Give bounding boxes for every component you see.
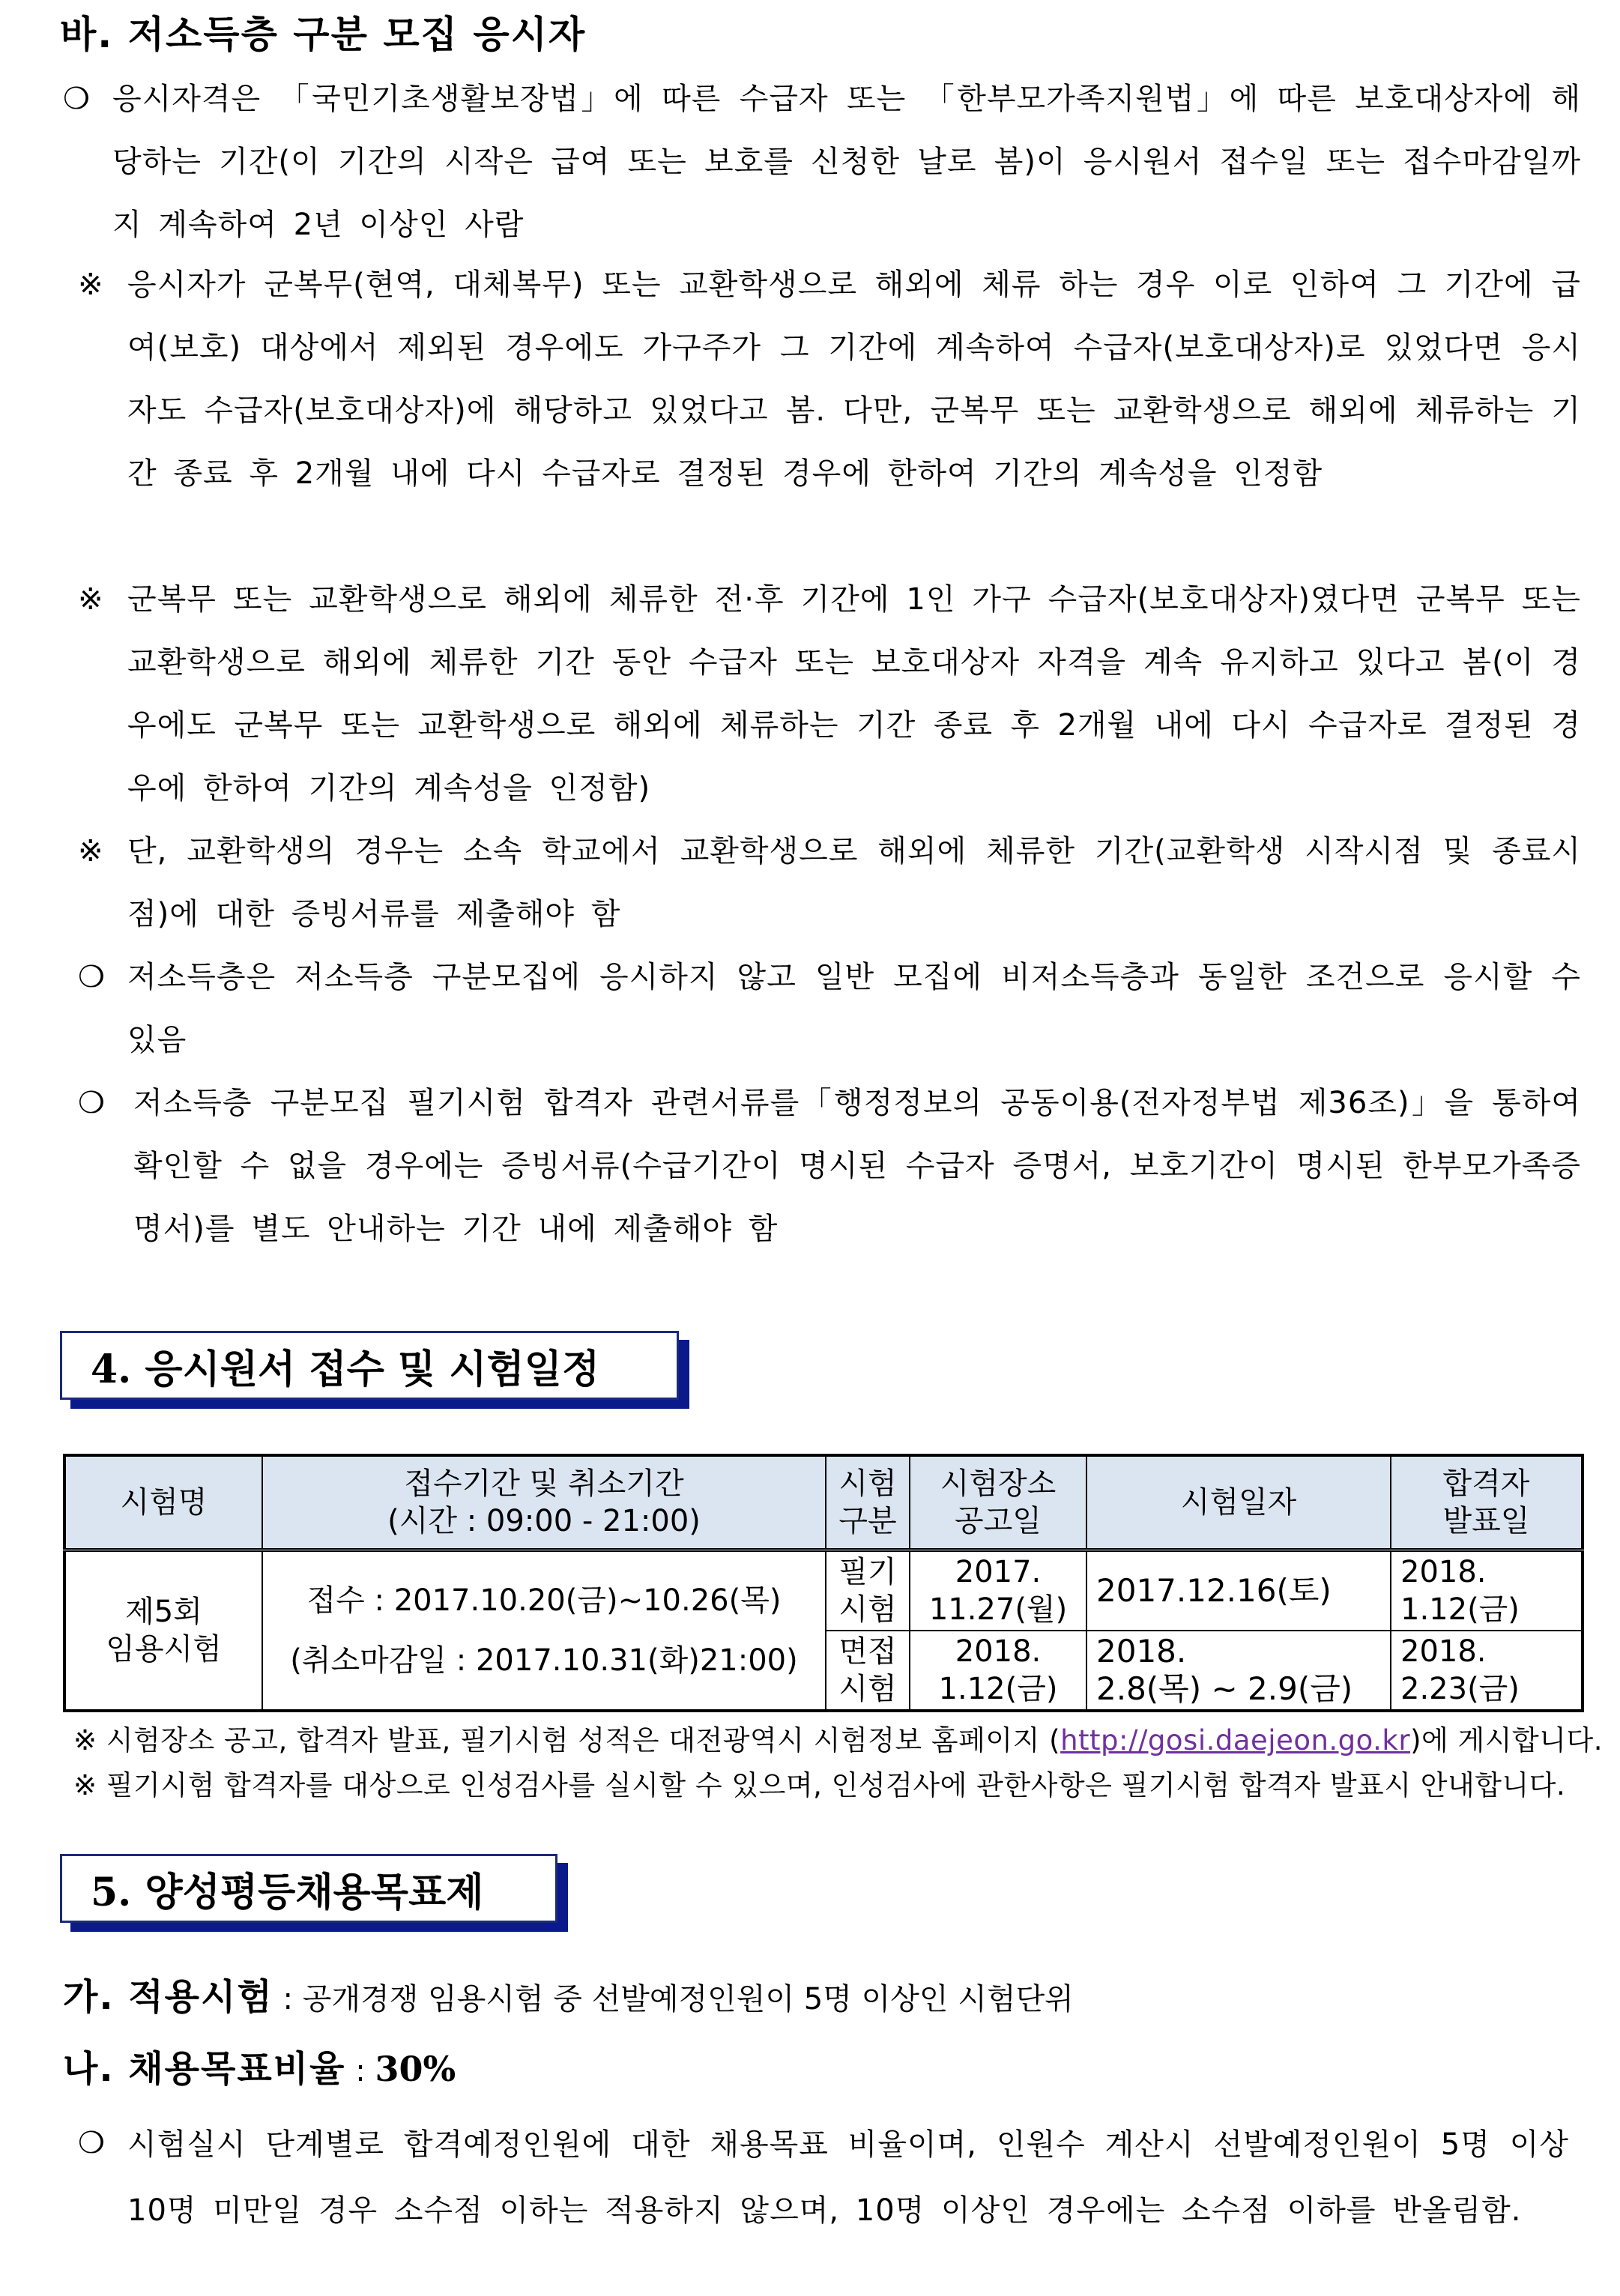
- gosi-homepage-link[interactable]: http://gosi.daejeon.go.kr: [1060, 1724, 1411, 1756]
- subsection-na: 나. 채용목표비율 : 30%: [63, 2048, 456, 2090]
- list-item: [63, 67, 1581, 256]
- exam-date-cell: 2018. 2.8(목) ~ 2.9(금): [1086, 1631, 1391, 1711]
- header-exam-date: 시험일자: [1086, 1455, 1391, 1550]
- subsection-ga: 가. 적용시험 : 공개경쟁 임용시험 중 선발예정인원이 5명 이상인 시험단위: [63, 1976, 1074, 2018]
- venue-date-cell: 2017. 11.27(월): [910, 1550, 1086, 1631]
- result-date-cell: 2018. 1.12(금): [1391, 1550, 1583, 1631]
- section-heading: 바. 저소득층 구분 모집 응시자: [60, 13, 587, 56]
- exam-name-cell: 제5회 임용시험: [64, 1550, 262, 1712]
- reference-mark-icon: ※: [78, 582, 103, 617]
- section-4-title: 4. 응시원서 접수 및 시험일정: [60, 1331, 679, 1400]
- item-text: 단, 교환학생의 경우는 소속 학교에서 교환학생으로 해외에 체류한 기간(교환학생 시작시점 및 종료시점)에 대한 증빙서류를 제출해야 함: [127, 834, 1581, 931]
- circle-bullet-icon: ❍: [78, 960, 105, 994]
- item-text: 응시자가 군복무(현역, 대체복무) 또는 교환학생으로 해외에 체류 하는 경우 이로 인하여 그 기간에 급여(보호) 대상에서 제외된 경우에도 가구주가 그 기간에 계속하여 수급자(보호대상자)로 있었다면 응시자도 수급자(보호대상자)에 해당하고 있었다고 봄. 다만, 군복무 또는 교환학생으로 해외에 체류하는 기간 종료 후 2개월 내에 다시 수급자로 결정된 경우에 한하여 기간의 계속성을 인정함: [127, 268, 1581, 491]
- list-item: [78, 2112, 1569, 2244]
- header-period: 접수기간 및 취소기간 (시간 : 09:00 - 21:00): [262, 1455, 826, 1550]
- header-result-date: 합격자 발표일: [1391, 1455, 1583, 1550]
- period-cell: 접수 : 2017.10.20(금)~10.26(목) (취소마감일 : 2017.10.31(화)21:00): [262, 1550, 826, 1712]
- exam-date-cell: 2017.12.16(토): [1086, 1550, 1391, 1631]
- table-note: ※ 필기시험 합격자를 대상으로 인성검사를 실시할 수 있으며, 인성검사에 관한사항은 필기시험 합격자 발표시 안내합니다.: [73, 1769, 1566, 1801]
- item-text: 시험실시 단계별로 합격예정인원에 대한 채용목표 비율이며, 인원수 계산시 선발예정인원이 5명 이상 10명 미만일 경우 소수점 이하는 적용하지 않으며, 10명 이상인 경우에는 소수점 이하를 반올림함.: [127, 2127, 1569, 2228]
- item-text: 저소득층 구분모집 필기시험 합격자 관련서류를「행정정보의 공동이용(전자정부법 제36조)」을 통하여 확인할 수 없을 경우에는 증빙서류(수급기간이 명시된 수급자 증명서, 보호기간이 명시된 한부모가족증명서)를 별도 안내하는 기간 내에 제출해야 함: [133, 1086, 1581, 1246]
- section-5-title: 5. 양성평등채용목표제: [60, 1854, 557, 1923]
- list-item: [78, 820, 1581, 946]
- header-exam-name: 시험명: [64, 1455, 262, 1550]
- table-header-row: [64, 1455, 1583, 1550]
- item-text: 응시자격은 「국민기초생활보장법」에 따른 수급자 또는 「한부모가족지원법」에 따른 보호대상자에 해당하는 기간(이 기간의 시작은 급여 또는 보호를 신청한 날로 봄)이 응시원서 접수일 또는 접수마감일까지 계속하여 2년 이상인 사람: [112, 82, 1581, 242]
- exam-schedule-table: [63, 1454, 1584, 1712]
- item-text: 저소득층은 저소득층 구분모집에 응시하지 않고 일반 모집에 비저소득층과 동일한 조건으로 응시할 수 있음: [127, 960, 1581, 1057]
- list-item: [78, 253, 1581, 505]
- exam-type-cell: 면접 시험: [826, 1631, 910, 1711]
- list-item: [78, 568, 1581, 820]
- reference-mark-icon: ※: [78, 834, 103, 868]
- circle-bullet-icon: ❍: [63, 82, 90, 116]
- result-date-cell: 2018. 2.23(금): [1391, 1631, 1583, 1711]
- item-text: 군복무 또는 교환학생으로 해외에 체류한 전·후 기간에 1인 가구 수급자(보호대상자)였다면 군복무 또는 교환학생으로 해외에 체류한 기간 동안 수급자 또는 보호대상자 자격을 계속 유지하고 있다고 봄(이 경우에도 군복무 또는 교환학생으로 해외에 체류하는 기간 종료 후 2개월 내에 다시 수급자로 결정된 경우에 한하여 기간의 계속성을 인정함): [127, 582, 1581, 806]
- table-row: [64, 1550, 1583, 1631]
- circle-bullet-icon: ❍: [78, 2126, 105, 2160]
- list-item: [78, 946, 1581, 1072]
- header-exam-type: 시험 구분: [826, 1455, 910, 1550]
- list-item: [78, 1072, 1581, 1260]
- venue-date-cell: 2018. 1.12(금): [910, 1631, 1086, 1711]
- exam-type-cell: 필기 시험: [826, 1550, 910, 1631]
- circle-bullet-icon: ❍: [78, 1086, 105, 1120]
- header-venue-date: 시험장소 공고일: [910, 1455, 1086, 1550]
- table-note: ※ 시험장소 공고, 합격자 발표, 필기시험 성적은 대전광역시 시험정보 홈페이지 (http://gosi.daejeon.go.kr)에 게시합니다.: [73, 1724, 1603, 1756]
- reference-mark-icon: ※: [78, 268, 103, 302]
